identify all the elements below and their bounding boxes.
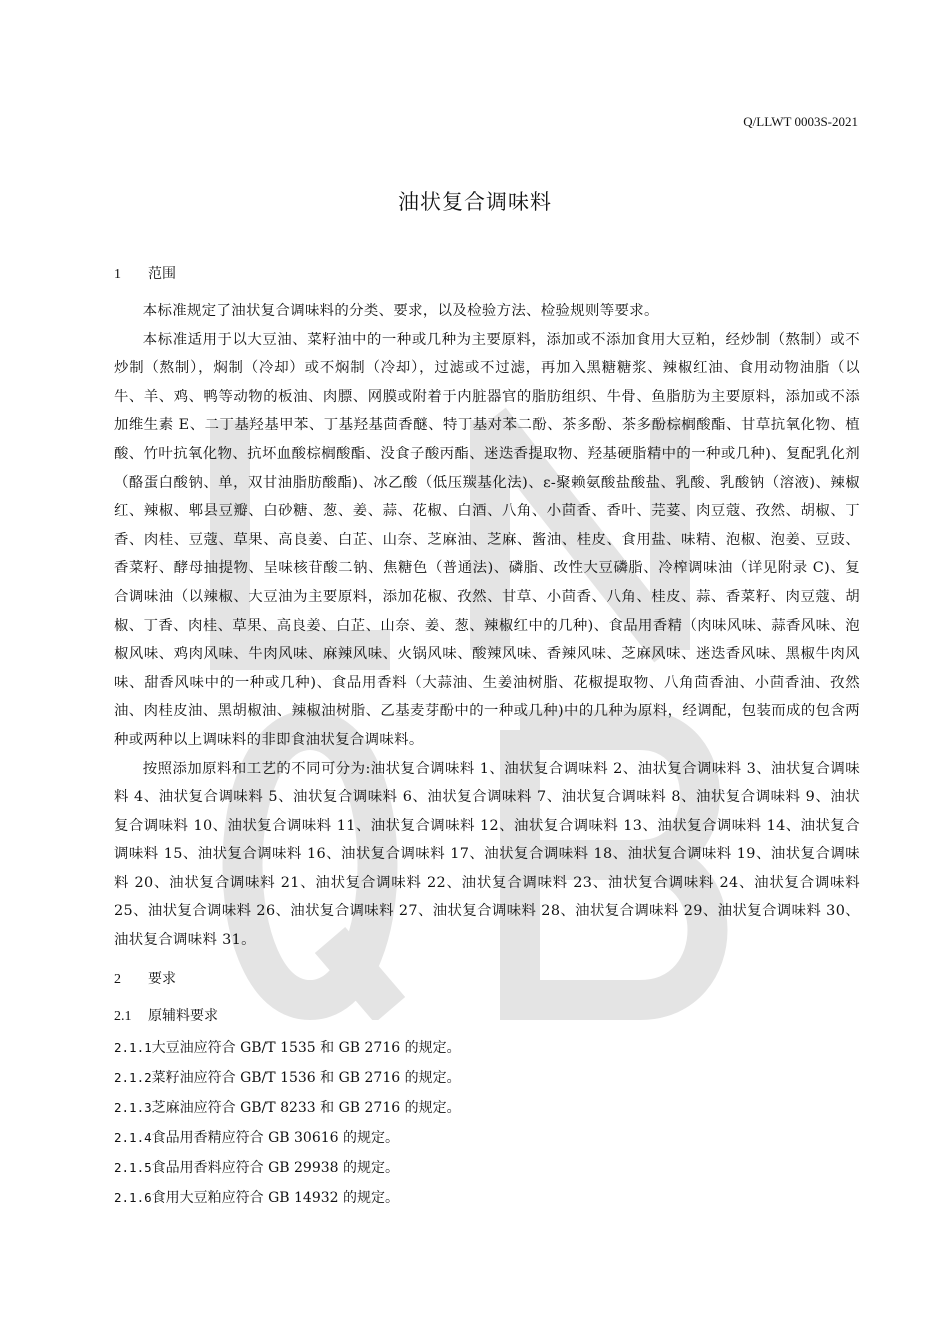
document-body	[114, 262, 860, 1213]
requirement-item	[114, 1183, 860, 1213]
section-title: 范围	[148, 266, 176, 282]
section-number: 2	[114, 971, 121, 987]
item-number: 2.1.4	[114, 1129, 152, 1145]
section-title: 要求	[148, 970, 176, 987]
item-text: 芝麻油应符合 GB/T 8233 和 GB 2716 的规定。	[151, 1099, 461, 1116]
document-title: 油状复合调味料	[398, 190, 552, 214]
subsection-title: 原辅料要求	[148, 1007, 218, 1024]
requirement-item	[114, 1033, 860, 1063]
item-number: 2.1.3	[114, 1099, 152, 1115]
requirement-item	[114, 1123, 860, 1153]
item-number: 2.1.1	[114, 1039, 152, 1055]
subsection-number: 2.1	[114, 1008, 132, 1024]
item-text: 大豆油应符合 GB/T 1535 和 GB 2716 的规定。	[151, 1039, 461, 1056]
item-number: 2.1.6	[114, 1189, 152, 1205]
requirement-item	[114, 1063, 860, 1093]
section-heading-requirements	[114, 967, 860, 992]
document-code: Q/LLWT 0003S-2021	[743, 114, 858, 129]
scope-paragraph-3: 按照添加原料和工艺的不同可分为:油状复合调味料 1、油状复合调味料 2、油状复合调味料 3、油状复合调味料 4、油状复合调味料 5、油状复合调味料 6、油状复合调味料 7、油状复合调味料 8、油状复合调味料 9、油状复合调味料 10、油状复合调味料 11、油状复合调味料 12、油状复合调味料 13、油状复合调味料 14、油状复合调味料 15、油状复合调味料 16、油状复合调味料 17、油状复合调味料 18、油状复合调味料 19、油状复合调味料 20、油状复合调味料 21、油状复合调味料 22、油状复合调味料 23、油状复合调味料 24、油状复合调味料 25、油状复合调味料 26、油状复合调味料 27、油状复合调味料 28、油状复合调味料 29、油状复合调味料 30、油状复合调味料 31。	[114, 760, 860, 949]
item-text: 食用大豆粕应符合 GB 14932 的规定。	[151, 1189, 399, 1206]
item-text: 食品用香精应符合 GB 30616 的规定。	[151, 1129, 399, 1146]
item-number: 2.1.5	[114, 1159, 152, 1175]
subsection-heading-raw-materials	[114, 1004, 860, 1029]
item-text: 菜籽油应符合 GB/T 1536 和 GB 2716 的规定。	[151, 1069, 461, 1086]
scope-paragraph-2: 本标准适用于以大豆油、菜籽油中的一种或几种为主要原料，添加或不添加食用大豆粕，经炒制（熬制）或不炒制（熬制），焖制（冷却）或不焖制（冷却），过滤或不过滤，再加入黑糖糖浆、辣椒红油、食用动物油脂（以牛、羊、鸡、鸭等动物的板油、肉膘、网膜或附着于内脏器官的脂肪组织、牛骨、鱼脂肪为主要原料，添加或不添加维生素 E、二丁基羟基甲苯、丁基羟基茴香醚、特丁基对苯二酚、茶多酚、茶多酚棕榈酸酯、甘草抗氧化物、植酸、竹叶抗氧化物、抗坏血酸棕榈酸酯、没食子酸丙酯、迷迭香提取物、羟基硬脂精中的一种或几种)、复配乳化剂（酪蛋白酸钠、单，双甘油脂肪酸酯)、冰乙酸（低压羰基化法)、ε-聚赖氨酸盐酸盐、乳酸、乳酸钠（溶液)、辣椒红、辣椒、郫县豆瓣、白砂糖、葱、姜、蒜、花椒、白酒、八角、小茴香、香叶、芫荽、肉豆蔻、孜然、胡椒、丁香、肉桂、豆蔻、草果、高良姜、白芷、山奈、芝麻油、芝麻、酱油、桂皮、食用盐、味精、泡椒、泡姜、豆豉、香菜籽、酵母抽提物、呈味核苷酸二钠、焦糖色（普通法)、磷脂、改性大豆磷脂、冷榨调味油（详见附录 C)、复合调味油（以辣椒、大豆油为主要原料，添加花椒、孜然、甘草、小茴香、八角、桂皮、蒜、香菜籽、肉豆蔻、胡椒、丁香、肉桂、草果、高良姜、白芷、山奈、姜、葱、辣椒红中的几种)、食品用香精（肉味风味、蒜香风味、泡椒风味、鸡肉风味、牛肉风味、麻辣风味、火锅风味、酸辣风味、香辣风味、芝麻风味、迷迭香风味、黑椒牛肉风味、甜香风味中的一种或几种)、食品用香料（大蒜油、生姜油树脂、花椒提取物、八角茴香油、小茴香油、孜然油、肉桂皮油、黑胡椒油、辣椒油树脂、乙基麦芽酚中的一种或几种)中的几种为原料，经调配，包装而成的包含两种或两种以上调味料的非即食油状复合调味料。	[114, 331, 860, 748]
section-heading-scope	[114, 262, 860, 287]
requirement-item	[114, 1093, 860, 1123]
scope-paragraph-1: 本标准规定了油状复合调味料的分类、要求，以及检验方法、检验规则等要求。	[142, 303, 659, 319]
item-text: 食品用香料应符合 GB 29938 的规定。	[151, 1159, 399, 1176]
requirement-item	[114, 1153, 860, 1183]
item-number: 2.1.2	[114, 1069, 152, 1085]
section-number: 1	[114, 267, 121, 282]
